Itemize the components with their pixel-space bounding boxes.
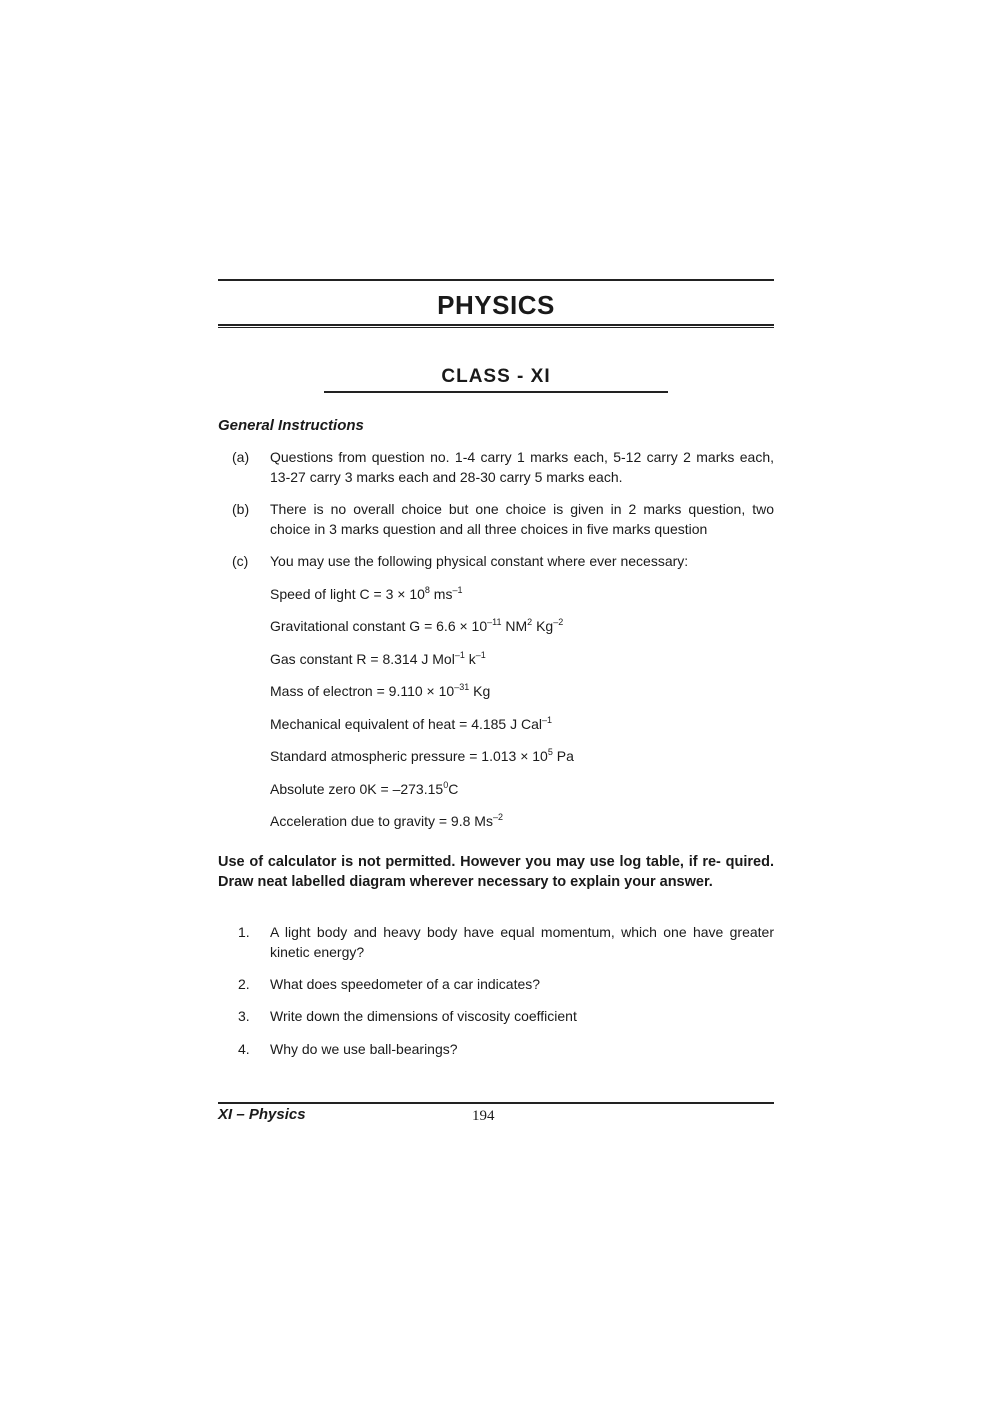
constant-gravity: Acceleration due to gravity = 9.8 $Ms^{-2}$ xyxy=(270,812,503,829)
question-text: A light body and heavy body have equal momentum, which one have greater kinetic energy? xyxy=(270,924,774,960)
instruction-text: There is no overall choice but one choice is given in 2 marks question, two choice in 3 marks question and all three choices in five marks question xyxy=(270,501,774,537)
question-number: 3. xyxy=(238,1008,250,1024)
instruction-text: You may use the following physical constant where ever necessary: xyxy=(270,553,689,569)
question-number: 1. xyxy=(238,924,250,940)
page-number: 194 xyxy=(472,1108,495,1124)
class-heading: CLASS - XI xyxy=(441,366,551,387)
question-number: 4. xyxy=(238,1041,250,1057)
instruction-text: Questions from question no. 1-4 carry 1 marks each, 5-12 carry 2 marks each, 13-27 carry 3 marks each and 28-30 carry 5 marks each. xyxy=(270,449,774,485)
constant-electron-mass: Mass of electron = $9.110 \times 10^{-31}$ Kg xyxy=(270,682,491,699)
class-underline xyxy=(324,391,668,393)
constant-gas: Gas constant R = 8.314 J Mol$^{-1}$ $k^{-1}$ xyxy=(270,650,486,667)
question-text: What does speedometer of a car indicates? xyxy=(270,976,541,992)
constant-speed-of-light: Speed of light $C = 3 \times 10^8$ $ms^{-1}$ xyxy=(270,585,463,602)
constant-gravitational: Gravitational constant $G = 6.6 \times 10^{-11}$ $NM^2$ $Kg^{-2}$ xyxy=(270,617,564,634)
constant-atm-pressure: Standard atmospheric pressure = $1.013 \times 10^5$ Pa xyxy=(270,747,574,764)
question-text: Why do we use ball-bearings? xyxy=(270,1041,458,1057)
instructions-heading: General Instructions xyxy=(218,417,364,434)
constant-heat-equivalent: Mechanical equivalent of heat = 4.185 J Cal$^{-1}$ xyxy=(270,715,553,732)
constant-absolute-zero: Absolute zero $0K = -273.15^0C$ xyxy=(270,780,459,797)
question-text: Write down the dimensions of viscosity coefficient xyxy=(270,1008,577,1024)
instruction-label: (c) xyxy=(232,553,249,569)
question-number: 2. xyxy=(238,976,250,992)
title-rule xyxy=(218,324,774,328)
instruction-label: (b) xyxy=(232,501,250,517)
calculator-note: Use of calculator is not permitted. However you may use log table, if re- quired. Draw neat labelled diagram wherever necessary to explain your answer. xyxy=(218,854,774,890)
page-title: PHYSICS xyxy=(437,290,555,320)
footer-label: XI – Physics xyxy=(218,1106,306,1123)
footer-rule xyxy=(218,1102,774,1104)
top-rule xyxy=(218,279,774,281)
instruction-label: (a) xyxy=(232,449,250,465)
